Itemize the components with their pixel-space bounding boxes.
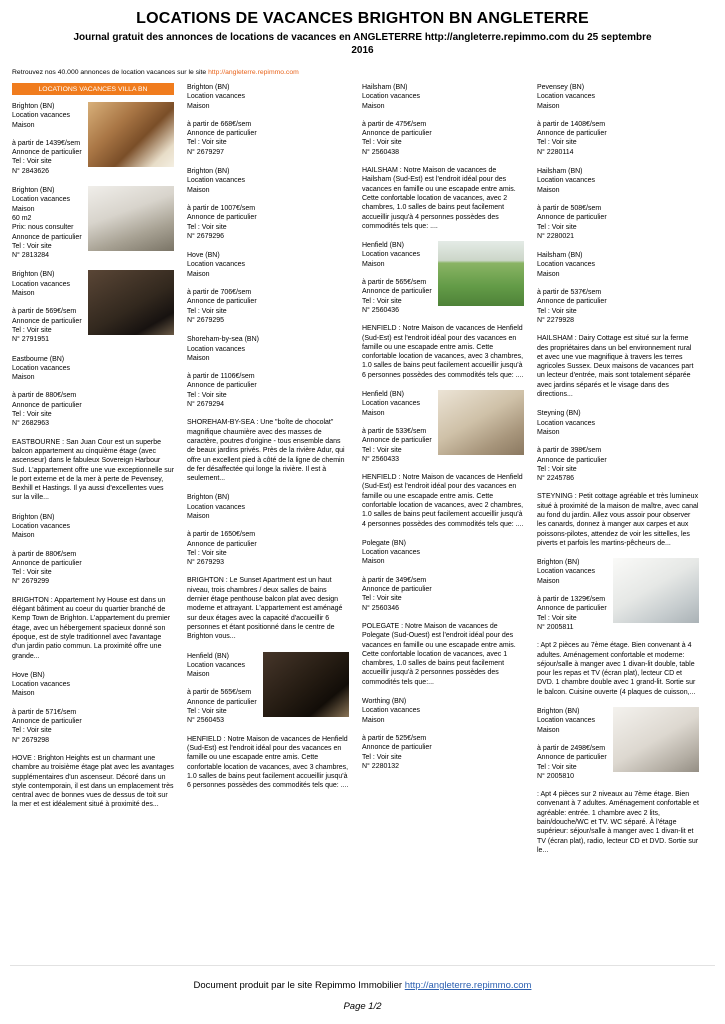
listing-price: à partir de 525€/sem xyxy=(362,734,427,742)
listing-tel: Tel : Voir site xyxy=(12,569,52,577)
listing-type: Location vacances xyxy=(187,177,245,185)
listing xyxy=(537,251,699,399)
listing-tel: Tel : Voir site xyxy=(537,223,577,231)
listing-tel: Tel : Voir site xyxy=(537,465,577,473)
listing-category: Maison xyxy=(537,428,560,436)
page-number: Page 1/2 xyxy=(343,1001,382,1012)
listing-city: Brighton (BN) xyxy=(12,271,55,279)
listing-spacer xyxy=(187,279,349,288)
listing-ref: N° 2280132 xyxy=(362,762,400,770)
listing-annonce-type: Annonce de particulier xyxy=(12,149,82,157)
listing-category: Maison xyxy=(537,270,560,278)
listing-spacer xyxy=(537,111,699,120)
listing-tel: Tel : Voir site xyxy=(12,727,52,735)
listing-city: Brighton (BN) xyxy=(187,494,230,502)
listing-city: Hailsham (BN) xyxy=(537,168,583,176)
column-2 xyxy=(187,83,349,800)
listing-category: Maison xyxy=(12,290,35,298)
listing xyxy=(537,707,699,855)
listing-spacer xyxy=(12,541,174,550)
listing-city: Brighton (BN) xyxy=(187,168,230,176)
listing xyxy=(12,355,174,503)
listing-description: HENFIELD : Notre Maison de vacances de Henfield (Sud-Est) est l'endroit idéal pour des vacances en famille ou une escapade entre amis. Cette confortable location de vacances, avec 3 chambres, 1.0 salles de bains peut facilement accueillir jusqu'à 6 personnes possèdes des commodités tels que: .... xyxy=(187,735,349,790)
listing-city: Eastbourne (BN) xyxy=(12,355,65,363)
listing-annonce-type: Annonce de particulier xyxy=(362,437,432,445)
listing-ref: N° 2679293 xyxy=(187,559,225,567)
listing-category: Maison xyxy=(187,512,210,520)
listing-category: Maison xyxy=(12,690,35,698)
listing xyxy=(12,671,174,810)
listing xyxy=(187,652,349,791)
listing-price: à partir de 1439€/sem xyxy=(12,139,81,147)
listing-price: à partir de 1106€/sem xyxy=(187,373,255,381)
field-photo xyxy=(438,241,524,306)
listing-annonce-type: Annonce de particulier xyxy=(187,130,257,138)
column-3 xyxy=(362,83,524,781)
listing-description: BRIGHTON : Appartement Ivy House est dans un élégant bâtiment au coeur du quartier branché de Kemp Town de Brighton. L'appartement du premier étage, avec un hébergement spacieux donné son époque, est de style traditionnel avec l'avantage d'un jardin patio commun. La proximité offre une grande... xyxy=(12,596,171,660)
listing-type: Location vacances xyxy=(12,364,70,372)
listing-category: Maison xyxy=(362,260,385,268)
listing-ref: N° 2280021 xyxy=(537,232,575,240)
listing xyxy=(362,241,524,380)
bathroom-photo xyxy=(613,558,699,623)
listing-spacer xyxy=(362,725,524,734)
listing-annonce-type: Annonce de particulier xyxy=(362,288,432,296)
listing-annonce-type: Annonce de particulier xyxy=(12,317,82,325)
listing-category: Maison xyxy=(362,102,385,110)
listing-city: Brighton (BN) xyxy=(187,84,230,91)
listing-tel: Tel : Voir site xyxy=(362,753,402,761)
listing-ref: N° 2679297 xyxy=(187,148,225,156)
listing-price: à partir de 880€/sem xyxy=(12,392,77,400)
listing-ref: N° 2679298 xyxy=(12,736,50,744)
listing-category: Maison xyxy=(187,186,210,194)
listing xyxy=(187,493,349,641)
listing xyxy=(362,697,524,771)
listing-spacer xyxy=(537,279,699,288)
listing-type: Location vacances xyxy=(362,251,420,259)
listing-ref: N° 2279928 xyxy=(537,316,575,324)
listing-tel: Tel : Voir site xyxy=(187,708,227,716)
footer-text: Document produit par le site Repimmo Immobilier xyxy=(193,980,405,991)
listing-price: à partir de 508€/sem xyxy=(537,204,602,212)
listing-spacer xyxy=(362,111,524,120)
listing-category: Maison xyxy=(362,716,385,724)
listing-category: Maison xyxy=(187,102,210,110)
listing-description: : Apt 4 pièces sur 2 niveaux au 7ème étage. Bien convenant à 7 adultes. Aménagement confortable et agréable: entrée. 1 chambre avec 2 lits, bain/douche/WC et TV. WC séparé. À l'étage supérieur: séjour/salle à manger avec 1 divan-lit et TV (écran plat), radio, lecteur CD et DVD. Sortie sur le... xyxy=(537,791,699,854)
listing-category: Maison xyxy=(12,532,35,540)
listing-annonce-type: Annonce de particulier xyxy=(187,214,257,222)
listing-type: Location vacances xyxy=(537,177,595,185)
listing xyxy=(537,167,699,241)
listing-tel: Tel : Voir site xyxy=(537,614,577,622)
listing-type: Location vacances xyxy=(537,568,595,576)
listing-tel: Tel : Voir site xyxy=(537,307,577,315)
listing xyxy=(12,270,174,344)
listing-spacer xyxy=(187,195,349,204)
listing-tel: Tel : Voir site xyxy=(537,763,577,771)
listing-city: Worthing (BN) xyxy=(362,698,407,706)
listing-annonce-type: Annonce de particulier xyxy=(187,298,257,306)
listing-description: HENFIELD : Notre Maison de vacances de Henfield (Sud-Est) est l'endroit idéal pour des vacances en famille ou une escapade entre amis. Cette confortable location de vacances, avec 2 chambres, 1.0 salles de bains peut facilement accueillir jusqu'à 4 personnes possèdes des commodités tels que: .... xyxy=(362,474,524,528)
listing-price: à partir de 475€/sem xyxy=(362,120,427,128)
listing xyxy=(12,102,174,176)
listing-type: Location vacances xyxy=(12,112,70,120)
intro-link[interactable]: http://angleterre.repimmo.com xyxy=(208,69,299,76)
listing-type: Location vacances xyxy=(187,503,245,511)
listing xyxy=(537,83,699,157)
listing-category: Maison xyxy=(187,671,210,679)
listing-type: Location vacances xyxy=(187,261,245,269)
intro-line xyxy=(12,69,713,76)
listing-city: Hove (BN) xyxy=(12,671,45,679)
listing-spacer xyxy=(12,382,174,391)
listing-city: Steyning (BN) xyxy=(537,410,581,418)
listing-category: Maison xyxy=(187,270,210,278)
section-header: LOCATIONS VACANCES VILLA BN xyxy=(12,83,174,95)
listing xyxy=(537,409,699,548)
listing-ref: N° 2791951 xyxy=(12,336,50,344)
listing xyxy=(362,539,524,687)
darkwood-photo xyxy=(263,652,349,717)
listing-annonce-type: Annonce de particulier xyxy=(187,382,257,390)
listing-type: Location vacances xyxy=(12,681,70,689)
listing-tel: Tel : Voir site xyxy=(362,595,402,603)
listing-ref: N° 2280114 xyxy=(537,148,574,156)
listing-type: Location vacances xyxy=(12,196,70,204)
listing-annonce-type: Annonce de particulier xyxy=(537,754,607,762)
listing-description: HAILSHAM : Notre Maison de vacances de Hailsham (Sud-Est) est l'endroit idéal pour des vacances en famille ou une escapade entre amis. Cette confortable location de vacances, avec 2 chambres, 1.0 salles de bains peut facilement accueillir jusqu'à 4 personnes possèdes des commodités tels que: .... xyxy=(362,167,516,230)
listing-ref: N° 2679296 xyxy=(187,232,225,240)
listing-ref: N° 2560433 xyxy=(362,455,400,463)
listing-category: Maison xyxy=(12,374,35,382)
listing-ref: N° 2560436 xyxy=(362,306,400,314)
listing-price: à partir de 571€/sem xyxy=(12,708,77,716)
listing-tel: Tel : Voir site xyxy=(187,139,227,147)
listing-annonce-type: Annonce de particulier xyxy=(187,540,257,548)
livingroom-photo xyxy=(88,186,174,251)
listing-price: à partir de 537€/sem xyxy=(537,289,602,297)
listing-annonce-type: Annonce de particulier xyxy=(537,605,607,613)
listing-category: Maison xyxy=(537,102,560,110)
listing-city: Hailsham (BN) xyxy=(362,84,408,91)
listing-annonce-type: Annonce de particulier xyxy=(12,401,82,409)
listing-annonce-type: Annonce de particulier xyxy=(362,744,432,752)
listing-ref: N° 2813284 xyxy=(12,252,50,260)
listing-ref: N° 2560346 xyxy=(362,604,400,612)
listing-annonce-type: Annonce de particulier xyxy=(187,698,257,706)
listing-category: Maison xyxy=(12,121,35,129)
listing-city: Brighton (BN) xyxy=(12,103,55,110)
listing-tel: Tel : Voir site xyxy=(187,391,227,399)
listing-ref: N° 2560438 xyxy=(362,148,400,156)
page-subtitle: Journal gratuit des annonces de locations de vacances en ANGLETERRE http://angleterre.repimmo.com du 25 septembre 2016 xyxy=(73,32,652,56)
listing-ref: N° 2005811 xyxy=(537,623,574,631)
listing-tel: Tel : Voir site xyxy=(362,297,402,305)
listing-city: Brighton (BN) xyxy=(12,513,55,521)
listing-price: à partir de 668€/sem xyxy=(187,120,252,128)
listing-price: à partir de 533€/sem xyxy=(362,427,427,435)
listing-category: Maison xyxy=(187,354,210,362)
listing-tel: Tel : Voir site xyxy=(362,139,402,147)
listing-price: à partir de 565€/sem xyxy=(187,689,252,697)
listing-price: à partir de 706€/sem xyxy=(187,289,252,297)
columns xyxy=(12,83,713,865)
listing-ref: N° 2679294 xyxy=(187,401,225,409)
listing-spacer xyxy=(362,567,524,576)
listing-description: : Apt 2 pièces au 7ème étage. Bien convenant à 4 adultes. Aménagement confortable et moderne: séjour/salle à manger avec 1 divan-lit double, table pour les repas et TV (écran plat), lecteur CD et DVD. 1 chambre double avec 1 grand-lit. Sortie sur le balcon. Cuisine ouverte (4 plaques de cuisson,... xyxy=(537,642,696,696)
listing-description: HOVE : Brighton Heights est un charmant une chambre au troisième étage plat avec les avantages supplémentaires d'un ascenseur. Décoré dans un style contemporain, il est dans un emplacement très central avec de bonnes vues de dessus de toit sur la mer et est idéalement situé à proximité des... xyxy=(12,754,174,809)
listing-tel: Tel : Voir site xyxy=(537,139,577,147)
listing-spacer xyxy=(187,363,349,372)
listing-price: Prix: nous consulter xyxy=(12,224,74,232)
listing-category: Maison xyxy=(12,205,35,213)
listing-description: POLEGATE : Notre Maison de vacances de Polegate (Sud-Ouest) est l'endroit idéal pour des vacances en famille ou une escapade entre amis. Cette confortable location de vacances, avec 1 chambres, 1.0 salles de bains peut facilement accueillir jusqu'à 2 personnes possèdes des commodités tels que:... xyxy=(362,622,516,686)
listing-annonce-type: Annonce de particulier xyxy=(537,456,607,464)
listing-tel: Tel : Voir site xyxy=(12,411,52,419)
listing-price: à partir de 880€/sem xyxy=(12,550,77,558)
listing-type: Location vacances xyxy=(362,549,420,557)
listing-tel: Tel : Voir site xyxy=(12,158,52,166)
listing xyxy=(187,251,349,325)
listing-type: Location vacances xyxy=(537,419,595,427)
listing xyxy=(187,167,349,241)
listing xyxy=(187,83,349,157)
listing-size: 60 m2 xyxy=(12,214,32,222)
listing-category: Maison xyxy=(362,409,385,417)
listing-type: Location vacances xyxy=(12,280,70,288)
listing-description: BRIGHTON : Le Sunset Apartment est un haut niveau, trois chambres / deux salles de bains dernier étage penthouse balcon plat avec design moderne et attrayant. L'appartement est aménagé sur deux étages avec la capacité d'accueillir 6 personnes et étant positionné dans le centre de Brighton vous... xyxy=(187,577,343,641)
listing-price: à partir de 1408€/sem xyxy=(537,120,606,128)
listing-price: à partir de 1007€/sem xyxy=(187,204,256,212)
listing-annonce-type: Annonce de particulier xyxy=(12,718,82,726)
listing-spacer xyxy=(187,111,349,120)
listing-type: Location vacances xyxy=(187,661,245,669)
listing-type: Location vacances xyxy=(187,93,245,101)
listing-ref: N° 2843626 xyxy=(12,167,50,175)
listing-spacer xyxy=(12,699,174,708)
listing-annonce-type: Annonce de particulier xyxy=(362,586,432,594)
listing-category: Maison xyxy=(362,558,385,566)
listing-annonce-type: Annonce de particulier xyxy=(537,130,607,138)
listing-price: à partir de 398€/sem xyxy=(537,447,602,455)
footer xyxy=(0,980,725,991)
footer-divider xyxy=(10,965,715,966)
footer-link[interactable]: http://angleterre.repimmo.com xyxy=(404,980,532,991)
listing xyxy=(12,186,174,260)
listing-city: Polegate (BN) xyxy=(362,539,406,547)
listing-spacer xyxy=(537,195,699,204)
listing-ref: N° 2245786 xyxy=(537,475,575,483)
column-1 xyxy=(12,83,174,820)
bedroom-photo xyxy=(613,707,699,772)
listing-tel: Tel : Voir site xyxy=(187,549,227,557)
listing-description: STEYNING : Petit cottage agréable et très lumineux situé à proximité de la maison de maître, avec canal au fond du jardin. Allez vous assoir pour observer les canards, donnez à manger aux carpes et aux poissons-pilotes, attendez de voir les sittelles, les piverts et parfois les martins-pêcheurs de... xyxy=(537,493,699,547)
intro-text: Retrouvez nos 40.000 annonces de location vacances sur le site xyxy=(12,69,209,76)
listing-tel: Tel : Voir site xyxy=(187,307,227,315)
listing-city: Hove (BN) xyxy=(187,252,220,260)
listing-ref: N° 2005810 xyxy=(537,772,575,780)
page-title: LOCATIONS DE VACANCES BRIGHTON BN ANGLETERRE xyxy=(136,10,589,27)
listing-tel: Tel : Voir site xyxy=(362,446,402,454)
listing-type: Location vacances xyxy=(537,261,595,269)
listing-tel: Tel : Voir site xyxy=(12,242,52,250)
column-4 xyxy=(537,83,699,865)
listing-annonce-type: Annonce de particulier xyxy=(12,233,82,241)
listing-city: Henfield (BN) xyxy=(362,391,405,399)
listing-price: à partir de 1650€/sem xyxy=(187,531,256,539)
listing-city: Henfield (BN) xyxy=(362,242,405,250)
listing-city: Brighton (BN) xyxy=(12,187,55,195)
listing-price: à partir de 349€/sem xyxy=(362,576,427,584)
listing-type: Location vacances xyxy=(537,93,595,101)
listing-city: Henfield (BN) xyxy=(187,652,230,660)
beigeroom-photo xyxy=(438,390,524,455)
listing-type: Location vacances xyxy=(362,400,420,408)
listing-description: EASTBOURNE : San Juan Cour est un superbe balcon appartement au cinquième étage (avec ascenseur) dans le fabuleux Sovereign Harbour Sud. L'appartement offre une vue exceptionnelle sur le port externe et de la mer à perte de Pevensey, Bexhill et Hastings. Il ya aussi d'excellentes vues sur la ville... xyxy=(12,438,174,502)
listing-description: HAILSHAM : Dairy Cottage est situé sur la ferme des propriétaires dans un bel environnement rural et avec une vue magnifique à travers les terres agricoles Sussex. Deux maisons de vacances part un lecteur d'entrée, mais sont totalement séparée avec jardins séparés et le visage dans des directions... xyxy=(537,335,694,399)
listing-ref: N° 2560453 xyxy=(187,717,225,725)
listing-tel: Tel : Voir site xyxy=(12,326,52,334)
listing xyxy=(12,513,174,661)
listing-ref: N° 2682963 xyxy=(12,420,50,428)
listing-annonce-type: Annonce de particulier xyxy=(537,214,607,222)
darkroom-photo xyxy=(88,270,174,335)
listing xyxy=(187,335,349,483)
listing-type: Location vacances xyxy=(12,522,70,530)
listing-city: Shoreham-by-sea (BN) xyxy=(187,336,259,344)
listing-annonce-type: Annonce de particulier xyxy=(12,559,82,567)
listing-price: à partir de 2498€/sem xyxy=(537,744,606,752)
kitchen-photo xyxy=(88,102,174,167)
listing-category: Maison xyxy=(537,726,560,734)
listing-city: Pevensey (BN) xyxy=(537,84,585,91)
listing-city: Brighton (BN) xyxy=(537,559,580,567)
listing-city: Hailsham (BN) xyxy=(537,252,583,260)
listing-spacer xyxy=(537,437,699,446)
listing-price: à partir de 1329€/sem xyxy=(537,596,606,604)
listing xyxy=(362,83,524,231)
listing-category: Maison xyxy=(537,186,560,194)
listing-annonce-type: Annonce de particulier xyxy=(362,130,432,138)
listing-price: à partir de 565€/sem xyxy=(362,279,427,287)
listing-tel: Tel : Voir site xyxy=(187,223,227,231)
listing-type: Location vacances xyxy=(537,717,595,725)
listing-description: HENFIELD : Notre Maison de vacances de Henfield (Sud-Est) est l'endroit idéal pour des vacances en famille ou une escapade entre amis. Cette confortable location de vacances, avec 3 chambres, 1.0 salles de bains peut facilement accueillir jusqu'à 6 personnes possèdes des commodités tels que: .... xyxy=(362,325,524,379)
listing-ref: N° 2679299 xyxy=(12,578,50,586)
listing-type: Location vacances xyxy=(187,345,245,353)
listing-type: Location vacances xyxy=(362,93,420,101)
listing-price: à partir de 569€/sem xyxy=(12,308,77,316)
listing-type: Location vacances xyxy=(362,707,420,715)
listing-city: Brighton (BN) xyxy=(537,708,580,716)
listing-annonce-type: Annonce de particulier xyxy=(537,298,607,306)
listing xyxy=(362,390,524,529)
listing-description: SHOREHAM-BY-SEA : Une "boîte de chocolat" magnifique chaumière avec des masses de caractère, poutres d'origine - tous ensemble dans de beaux jardins privés. Près de la rivière Adur, qui offre un excellent pied à côté de la ligne de chemin de fer désaffectée qui longe la rivière. Il est à seulement... xyxy=(187,419,345,483)
listing-spacer xyxy=(187,521,349,530)
listing-ref: N° 2679295 xyxy=(187,316,225,324)
listing-category: Maison xyxy=(537,577,560,585)
listing xyxy=(537,558,699,697)
